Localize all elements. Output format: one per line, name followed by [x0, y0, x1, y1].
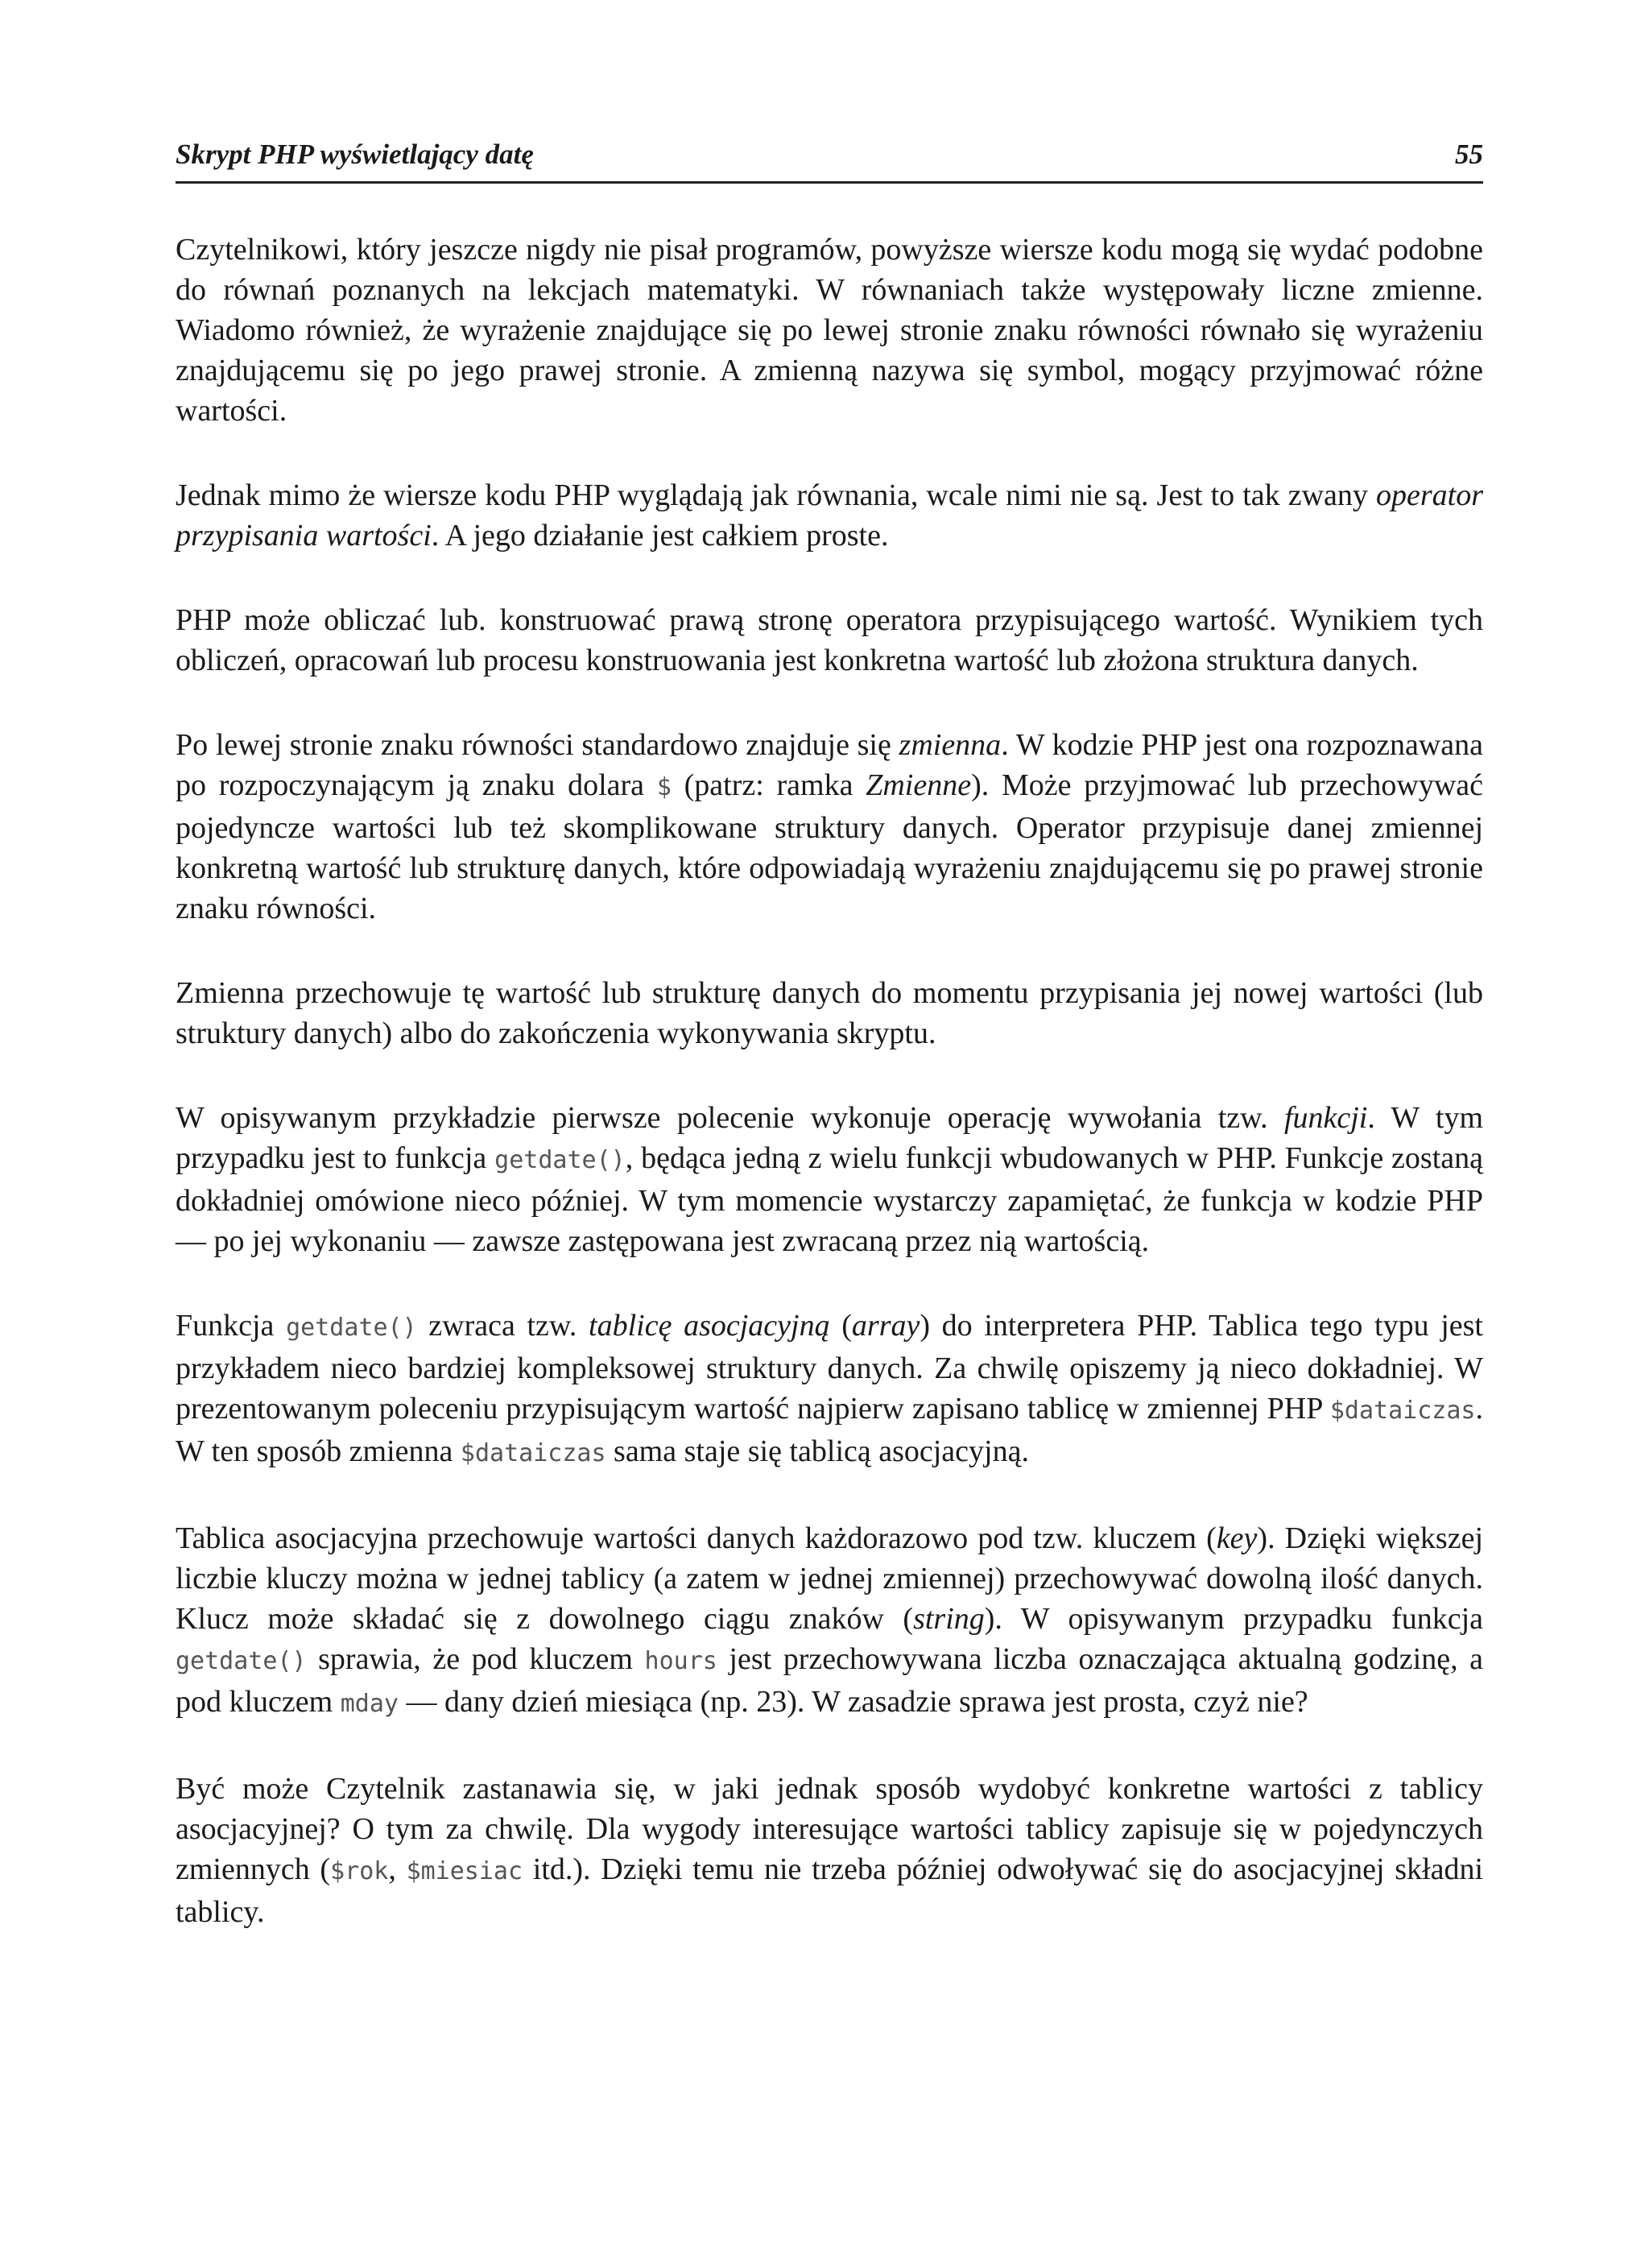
inline-code: $dataiczas — [460, 1439, 606, 1467]
text-run: Czytelnikowi, który jeszcze nigdy nie pisał programów, powyższe wiersze kodu mogą się wydać podobne do równań poznanych na lekcjach matematyki. W równaniach także występowały liczne zmienne. Wiadomo również, że wyrażenie znajdujące się po lewej stronie znaku równości równało się wyrażeniu znajdującemu się po jego prawej stronie. A zmienną nazywa się symbol, mogący przyjmować różne wartości. — [176, 233, 1483, 428]
text-run: ). Może przyjmować lub przechowywać pojedyncze wartości lub też skomplikowane struktury danych. Operator przypisuje danej zmiennej konkretną wartość lub strukturę danych, które odpowiadają wyrażeniu znajdującemu się po prawej stronie znaku równości. — [176, 768, 1483, 925]
text-run: W opisywanym przykładzie pierwsze polecenie wykonuje operację wywołania tzw. — [176, 1101, 1284, 1135]
text-run: Tablica asocjacyjna przechowuje wartości danych każdorazowo pod tzw. kluczem ( — [176, 1521, 1217, 1555]
paragraph-2 — [176, 475, 1483, 556]
page-header — [176, 139, 1483, 184]
text-run: . W ten sposób zmienna — [176, 1392, 1483, 1468]
paragraph-9 — [176, 1769, 1483, 1932]
emphasis-text: key — [1216, 1521, 1258, 1555]
inline-code: getdate() — [176, 1647, 307, 1675]
inline-code: hours — [644, 1647, 717, 1675]
text-run: ). Dzięki większej liczbie kluczy można w jednej tablicy (a zatem w jednej zmiennej) przechowywać dowolną ilość danych. Klucz może składać się z dowolnego ciągu znaków ( — [176, 1521, 1484, 1636]
paragraph-5 — [176, 973, 1483, 1053]
paragraph-6 — [176, 1098, 1483, 1261]
inline-code: getdate() — [286, 1314, 417, 1342]
text-run: (patrz: ramka — [671, 768, 866, 802]
text-run: sama staje się tablicą asocjacyjną. — [605, 1434, 1029, 1468]
text-run: ). W opisywanym przypadku funkcja — [984, 1602, 1483, 1636]
text-run: ( — [829, 1309, 852, 1343]
text-run: Być może Czytelnik zastanawia się, w jaki jednak sposób wydobyć konkretne wartości z tablicy asocjacyjnej? O tym za chwilę. Dla wygody interesujące wartości tablicy zapisuje się w pojedynczych zmiennych ( — [176, 1772, 1483, 1886]
text-run: ) do interpretera PHP. Tablica tego typu jest przykładem nieco bardziej kompleksowej struktury danych. Za chwilę opiszemy ją nieco dokładniej. W prezentowanym poleceniu przypisującym wartość najpierw zapisano tablicę w zmiennej PHP — [176, 1309, 1483, 1426]
inline-code: getdate() — [494, 1146, 626, 1174]
text-run: jest przechowywana liczba oznaczająca aktualną godzinę, a pod kluczem — [176, 1642, 1483, 1719]
text-run: , będąca jedną z wielu funkcji wbudowanych w PHP. Funkcje zostaną dokładniej omówione nieco później. W tym momencie wystarczy zapamiętać, że funkcja w kodzie PHP — po jej wykonaniu — zawsze zastępowana jest zwracaną przez nią wartością. — [176, 1141, 1483, 1258]
page-number: 55 — [1455, 139, 1483, 170]
text-run: Jednak mimo że wiersze kodu PHP wyglądają jak równania, wcale nimi nie są. Jest to tak zwany — [176, 478, 1376, 512]
paragraph-8 — [176, 1518, 1483, 1724]
inline-code: $dataiczas — [1329, 1397, 1476, 1425]
running-title: Skrypt PHP wyświetlający datę — [176, 139, 534, 170]
text-run: . A jego działanie jest całkiem proste. — [431, 519, 889, 553]
inline-code: $miesiac — [406, 1857, 523, 1885]
emphasis-text: tablicę asocjacyjną — [589, 1309, 830, 1343]
text-run: Funkcja — [176, 1309, 287, 1343]
body-text — [176, 230, 1483, 1976]
text-run: — dany dzień miesiąca (np. 23). W zasadzie sprawa jest prosta, czyż nie? — [398, 1685, 1308, 1719]
paragraph-3 — [176, 600, 1483, 681]
text-run: itd.). Dzięki temu nie trzeba później odwoływać się do asocjacyjnej składni tablicy. — [176, 1852, 1484, 1929]
text-run: . W tym przypadku jest to funkcja — [176, 1101, 1484, 1175]
emphasis-text: string — [913, 1602, 985, 1636]
emphasis-text: operator przypisania wartości — [176, 478, 1483, 553]
paragraph-7 — [176, 1306, 1483, 1474]
emphasis-text: funkcji — [1283, 1101, 1368, 1135]
text-run: . W kodzie PHP jest ona rozpoznawana po rozpoczynającym ją znaku dolara — [176, 728, 1483, 802]
emphasis-text: array — [851, 1309, 920, 1343]
inline-code: $ — [656, 773, 672, 801]
emphasis-text: Zmienne — [866, 768, 972, 802]
inline-code: mday — [340, 1690, 399, 1718]
text-run: , — [388, 1852, 407, 1886]
text-run: PHP może obliczać lub. konstruować prawą stronę operatora przypisującego wartość. Wynikiem tych obliczeń, opracowań lub procesu konstruowania jest konkretna wartość lub złożona struktura danych. — [176, 603, 1483, 677]
paragraph-4 — [176, 725, 1483, 929]
emphasis-text: zmienna — [899, 728, 1002, 762]
inline-code: $rok — [330, 1857, 389, 1885]
text-run: sprawia, że pod kluczem — [306, 1642, 645, 1676]
text-run: zwraca tzw. — [416, 1309, 589, 1343]
text-run: Po lewej stronie znaku równości standardowo znajduje się — [176, 728, 899, 762]
text-run: Zmienna przechowuje tę wartość lub strukturę danych do momentu przypisania jej nowej wartości (lub struktury danych) albo do zakończenia wykonywania skryptu. — [176, 976, 1483, 1050]
paragraph-1 — [176, 230, 1483, 431]
